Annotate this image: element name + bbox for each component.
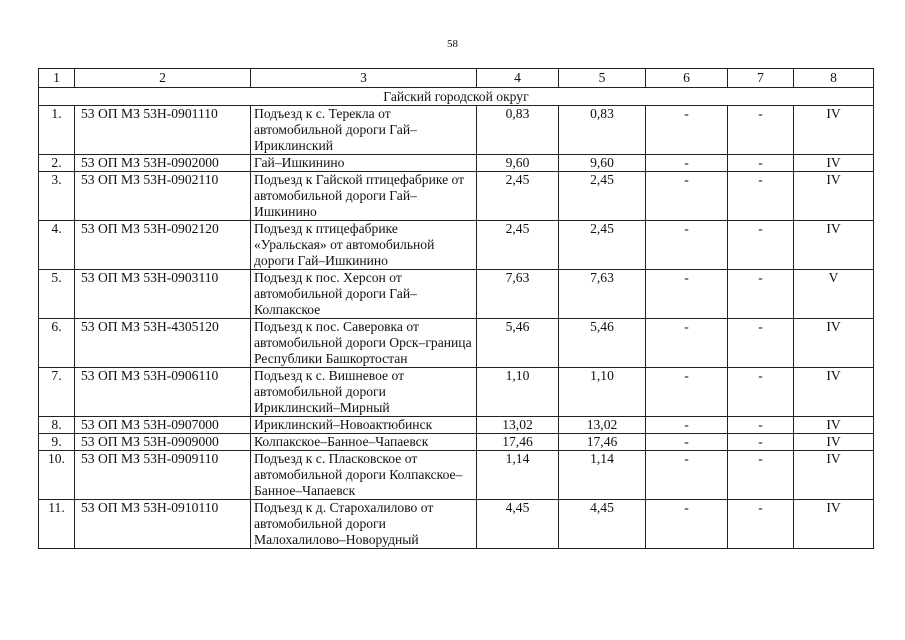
road-name: Ириклинский–Новоактюбинск: [251, 417, 477, 434]
road-code: 53 ОП МЗ 53Н-0906110: [75, 368, 251, 417]
row-number: 6.: [39, 319, 75, 368]
row-number: 3.: [39, 172, 75, 221]
empty-value: -: [646, 500, 728, 549]
row-number: 8.: [39, 417, 75, 434]
length-value: 2,45: [477, 221, 559, 270]
length-value: 4,45: [477, 500, 559, 549]
road-code: 53 ОП МЗ 53Н-4305120: [75, 319, 251, 368]
table-row: [39, 368, 874, 417]
road-category: IV: [794, 106, 874, 155]
header-row: [39, 69, 874, 88]
road-code: 53 ОП МЗ 53Н-0901110: [75, 106, 251, 155]
empty-value: -: [646, 106, 728, 155]
empty-value: -: [728, 172, 794, 221]
table-row: [39, 451, 874, 500]
length-value: 17,46: [559, 434, 646, 451]
road-name: Подъезд к с. Вишневое от автомобильной дороги Ириклинский–Мирный: [251, 368, 477, 417]
row-number: 11.: [39, 500, 75, 549]
column-header: 7: [728, 69, 794, 88]
empty-value: -: [646, 434, 728, 451]
length-value: 2,45: [559, 172, 646, 221]
empty-value: -: [646, 155, 728, 172]
empty-value: -: [728, 434, 794, 451]
road-code: 53 ОП МЗ 53Н-0903110: [75, 270, 251, 319]
length-value: 2,45: [477, 172, 559, 221]
table-row: [39, 417, 874, 434]
length-value: 13,02: [559, 417, 646, 434]
empty-value: -: [728, 368, 794, 417]
road-category: IV: [794, 451, 874, 500]
length-value: 0,83: [559, 106, 646, 155]
row-number: 5.: [39, 270, 75, 319]
road-name: Подъезд к д. Старохалилово от автомобильной дороги Малохалилово–Новорудный: [251, 500, 477, 549]
length-value: 17,46: [477, 434, 559, 451]
page-number: 58: [447, 38, 458, 50]
table-row: [39, 155, 874, 172]
empty-value: -: [728, 106, 794, 155]
length-value: 5,46: [477, 319, 559, 368]
length-value: 9,60: [477, 155, 559, 172]
road-category: IV: [794, 500, 874, 549]
column-header: 5: [559, 69, 646, 88]
length-value: 1,10: [559, 368, 646, 417]
road-name: Колпакское–Банное–Чапаевск: [251, 434, 477, 451]
row-number: 9.: [39, 434, 75, 451]
empty-value: -: [728, 500, 794, 549]
empty-value: -: [646, 319, 728, 368]
row-number: 7.: [39, 368, 75, 417]
column-header: 8: [794, 69, 874, 88]
empty-value: -: [646, 221, 728, 270]
row-number: 1.: [39, 106, 75, 155]
length-value: 1,14: [559, 451, 646, 500]
column-header: 1: [39, 69, 75, 88]
road-code: 53 ОП МЗ 53Н-0902120: [75, 221, 251, 270]
row-number: 4.: [39, 221, 75, 270]
road-name: Гай–Ишкинино: [251, 155, 477, 172]
column-header: 4: [477, 69, 559, 88]
district-row: [39, 88, 874, 106]
table-row: [39, 319, 874, 368]
length-value: 9,60: [559, 155, 646, 172]
empty-value: -: [646, 417, 728, 434]
road-code: 53 ОП МЗ 53Н-0902110: [75, 172, 251, 221]
road-name: Подъезд к пос. Саверовка от автомобильной дороги Орск–граница Республики Башкортостан: [251, 319, 477, 368]
road-code: 53 ОП МЗ 53Н-0902000: [75, 155, 251, 172]
road-code: 53 ОП МЗ 53Н-0910110: [75, 500, 251, 549]
length-value: 7,63: [477, 270, 559, 319]
row-number: 2.: [39, 155, 75, 172]
road-code: 53 ОП МЗ 53Н-0907000: [75, 417, 251, 434]
table-row: [39, 500, 874, 549]
length-value: 1,14: [477, 451, 559, 500]
table-row: [39, 221, 874, 270]
road-category: IV: [794, 434, 874, 451]
empty-value: -: [728, 270, 794, 319]
length-value: 13,02: [477, 417, 559, 434]
length-value: 7,63: [559, 270, 646, 319]
road-name: Подъезд к с. Терекла от автомобильной дороги Гай–Ириклинский: [251, 106, 477, 155]
road-name: Подъезд к пос. Херсон от автомобильной дороги Гай–Колпакское: [251, 270, 477, 319]
table-row: [39, 172, 874, 221]
empty-value: -: [646, 368, 728, 417]
road-category: V: [794, 270, 874, 319]
road-category: IV: [794, 368, 874, 417]
column-header: 3: [251, 69, 477, 88]
road-name: Подъезд к птицефабрике «Уральская» от автомобильной дороги Гай–Ишкинино: [251, 221, 477, 270]
length-value: 4,45: [559, 500, 646, 549]
road-category: IV: [794, 319, 874, 368]
road-name: Подъезд к Гайской птицефабрике от автомобильной дороги Гай–Ишкинино: [251, 172, 477, 221]
road-name: Подъезд к с. Пласковское от автомобильной дороги Колпакское–Банное–Чапаевск: [251, 451, 477, 500]
district-title: Гайский городской округ: [39, 88, 874, 106]
empty-value: -: [728, 451, 794, 500]
roads-table: [38, 68, 874, 549]
column-header: 6: [646, 69, 728, 88]
empty-value: -: [728, 221, 794, 270]
empty-value: -: [646, 451, 728, 500]
road-code: 53 ОП МЗ 53Н-0909000: [75, 434, 251, 451]
road-category: IV: [794, 155, 874, 172]
table-row: [39, 106, 874, 155]
table-row: [39, 434, 874, 451]
length-value: 0,83: [477, 106, 559, 155]
empty-value: -: [728, 319, 794, 368]
empty-value: -: [646, 172, 728, 221]
empty-value: -: [728, 417, 794, 434]
length-value: 2,45: [559, 221, 646, 270]
road-category: IV: [794, 221, 874, 270]
road-category: IV: [794, 417, 874, 434]
empty-value: -: [646, 270, 728, 319]
road-category: IV: [794, 172, 874, 221]
empty-value: -: [728, 155, 794, 172]
table-row: [39, 270, 874, 319]
column-header: 2: [75, 69, 251, 88]
length-value: 5,46: [559, 319, 646, 368]
road-code: 53 ОП МЗ 53Н-0909110: [75, 451, 251, 500]
row-number: 10.: [39, 451, 75, 500]
length-value: 1,10: [477, 368, 559, 417]
